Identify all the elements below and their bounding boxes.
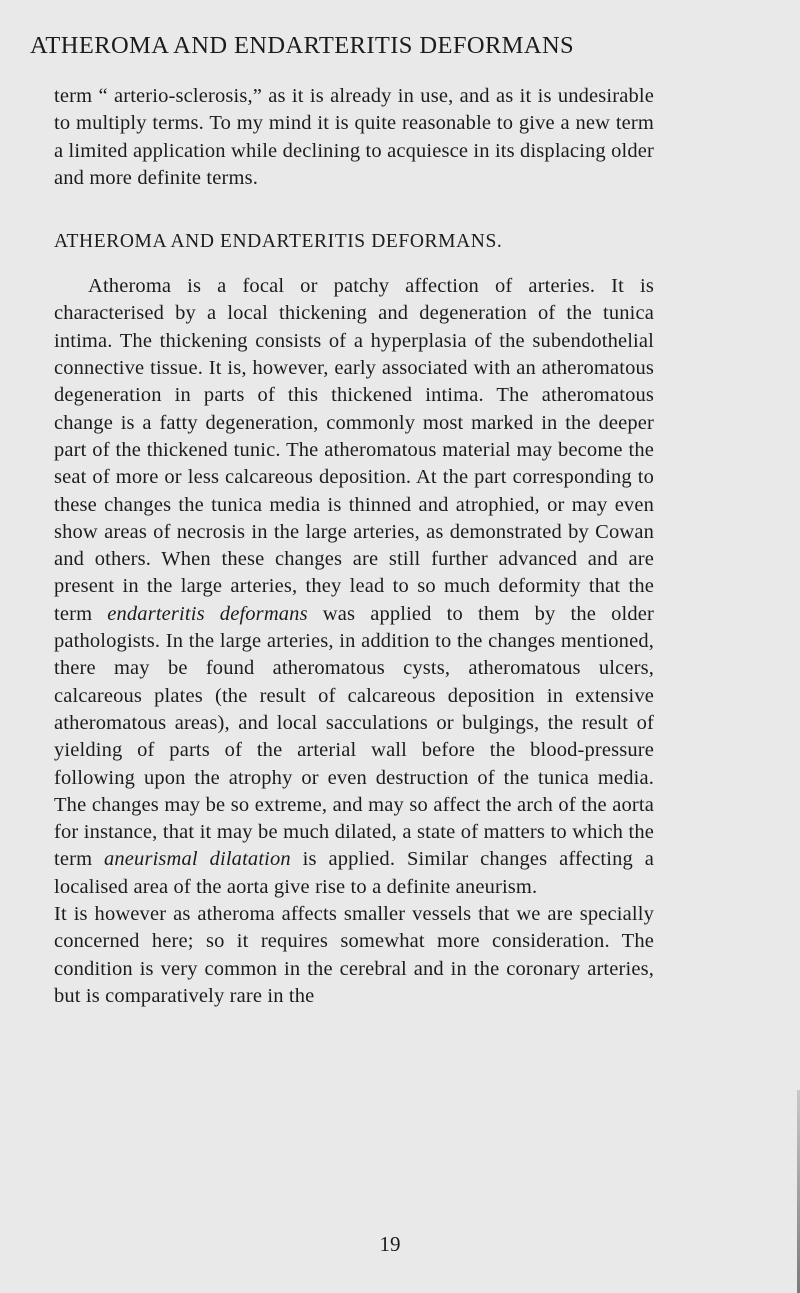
italic-term: endarteritis deformans xyxy=(107,602,308,625)
running-head: ATHEROMA AND ENDARTERITIS DEFORMANS xyxy=(30,32,575,59)
paragraph-text: Atheroma is a focal or patchy affection of arteries. It is characterised by a local thickening and degeneration of the tunica intima. The thickening consists of a hyperplasia of the subendothelial connective tissue. It is, however, early associated with an atheromatous degeneration in parts of this thickened intima. The atheromatous change is a fatty degeneration, commonly most marked in the deeper part of the thickened tunic. The atheromatous material may become the seat of more or less calcareous deposition. At the part corresponding to these changes the tunica media is thinned and atrophied, or may even show areas of necrosis in the large arteries, as demonstrated by Cowan and others. When these changes are still further advanced and are present in the large arteries, they lead to so much deformity that the term xyxy=(54,275,654,625)
paragraph-atheroma xyxy=(0,273,654,901)
continuation-paragraph: term “ arterio-sclerosis,” as it is already in use, and as it is undesirable to multiply terms. To my mind it is quite reasonable to give a new term a limited application while declining to acquiesce in its displacing older and more definite terms. xyxy=(54,85,654,189)
page-number: 19 xyxy=(379,1232,401,1256)
paragraph-smaller-vessels: It is however as atheroma affects smaller vessels that we are specially concerned here; so it requires somewhat more consideration. The condition is very common in the cerebral and in the coronary arteries, but is comparatively rare in the xyxy=(54,903,654,1007)
paragraph-text: was applied to them by the older pathologists. In the large arteries, in addition to the changes mentioned, there may be found atheromatous cysts, atheromatous ulcers, calcareous plates (the result of calcareous deposition in extensive atheromatous areas), and local sacculations or bulgings, the result of yielding of parts of the arterial wall before the blood-pressure following upon the atrophy or even destruction of the tunica media. The changes may be so extreme, and may so affect the arch of the aorta for instance, that it may be much dilated, a state of matters to which the term xyxy=(54,602,654,871)
italic-term: aneurismal dilatation xyxy=(104,848,291,871)
section-heading: ATHEROMA AND ENDARTERITIS DEFORMANS. xyxy=(54,231,503,253)
paragraph-text: is applied. Similar changes affecting a localised area of the aorta give rise to a definite aneurism. xyxy=(54,848,654,898)
